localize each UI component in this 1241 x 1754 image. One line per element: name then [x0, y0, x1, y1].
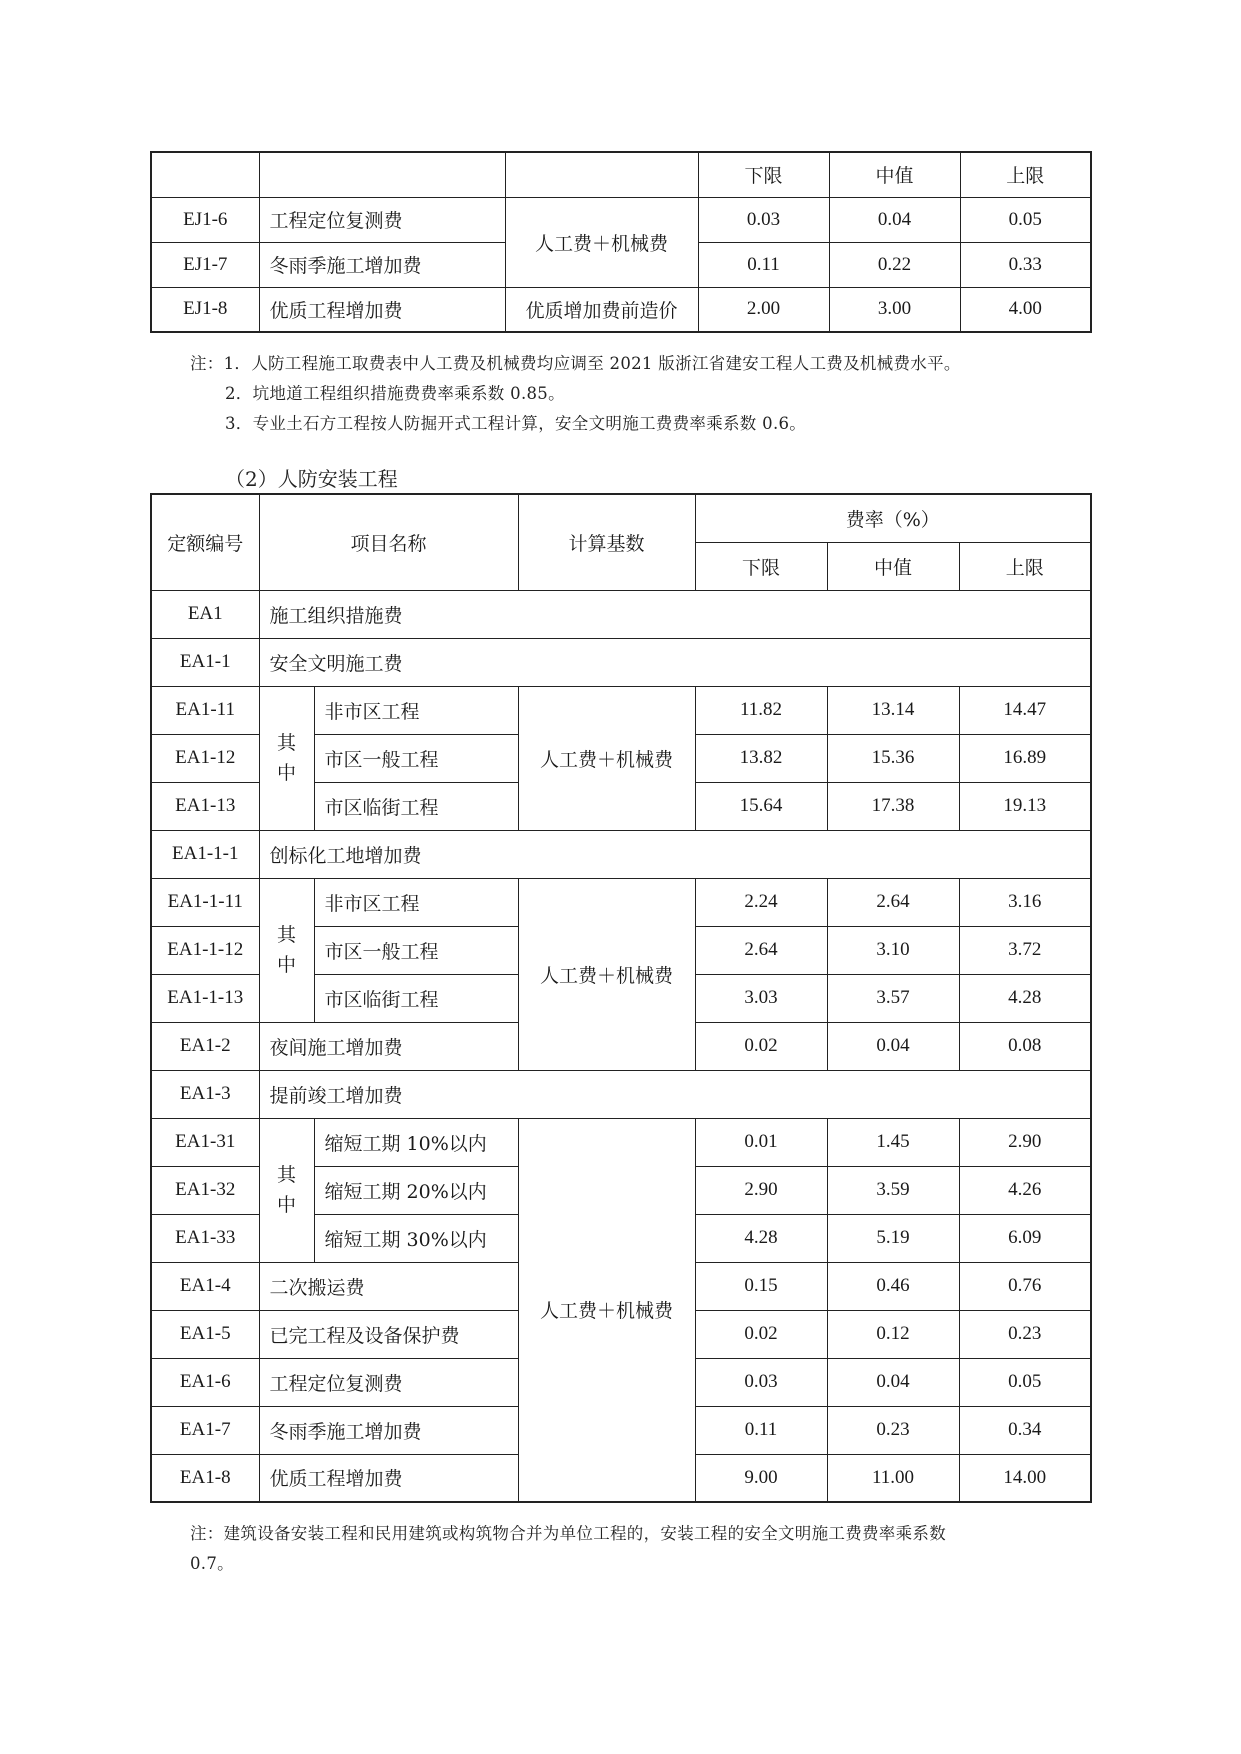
header-mid: 中值: [829, 152, 960, 197]
table-row: [151, 590, 1091, 638]
row-high: 14.00: [959, 1454, 1091, 1502]
row-name: 安全文明施工费: [259, 638, 1091, 686]
row-high: 0.23: [959, 1310, 1091, 1358]
row-name: 优质工程增加费: [259, 1454, 518, 1502]
table-header-row: [151, 494, 1091, 542]
row-name: 市区临街工程: [314, 782, 518, 830]
header-cell: [151, 152, 259, 197]
row-code: EA1: [151, 590, 259, 638]
header-high: 上限: [959, 542, 1091, 590]
header-mid: 中值: [827, 542, 959, 590]
row-low: 2.24: [695, 878, 827, 926]
table-row: [151, 1070, 1091, 1118]
row-mid: 0.22: [829, 242, 960, 287]
row-high: 4.00: [960, 287, 1091, 332]
row-code: EA1-11: [151, 686, 259, 734]
header-low: 下限: [698, 152, 829, 197]
row-name: 二次搬运费: [259, 1262, 518, 1310]
row-name: 已完工程及设备保护费: [259, 1310, 518, 1358]
row-low: 2.64: [695, 926, 827, 974]
row-name: 施工组织措施费: [259, 590, 1091, 638]
header-name: 项目名称: [259, 494, 518, 590]
row-high: 0.05: [959, 1358, 1091, 1406]
row-code: EA1-13: [151, 782, 259, 830]
table-header-row: [151, 152, 1091, 197]
fee-table-continued: [150, 151, 1092, 333]
row-high: 0.08: [959, 1022, 1091, 1070]
row-low: 0.11: [698, 242, 829, 287]
row-high: 2.90: [959, 1118, 1091, 1166]
header-rate: 费率（%）: [695, 494, 1091, 542]
row-low: 2.90: [695, 1166, 827, 1214]
header-base: 计算基数: [518, 494, 695, 590]
row-base: 人工费＋机械费: [518, 1118, 695, 1502]
row-low: 9.00: [695, 1454, 827, 1502]
row-name: 缩短工期 10%以内: [314, 1118, 518, 1166]
note-install-1: 注：建筑设备安装工程和民用建筑或构筑物合并为单位工程的，安装工程的安全文明施工费费率乘系数: [190, 1524, 946, 1543]
row-low: 0.02: [695, 1022, 827, 1070]
row-high: 6.09: [959, 1214, 1091, 1262]
row-low: 4.28: [695, 1214, 827, 1262]
row-high: 19.13: [959, 782, 1091, 830]
row-code: EA1-4: [151, 1262, 259, 1310]
row-code: EA1-33: [151, 1214, 259, 1262]
row-mid: 13.14: [827, 686, 959, 734]
row-mid: 0.23: [827, 1406, 959, 1454]
table-row: [151, 830, 1091, 878]
row-mid: 3.00: [829, 287, 960, 332]
row-name: 夜间施工增加费: [259, 1022, 518, 1070]
header-low: 下限: [695, 542, 827, 590]
fee-table-installation: [150, 493, 1092, 1503]
row-name: 市区临街工程: [314, 974, 518, 1022]
row-base: 优质增加费前造价: [505, 287, 698, 332]
row-high: 0.05: [960, 197, 1091, 242]
header-high: 上限: [960, 152, 1091, 197]
row-code: EA1-5: [151, 1310, 259, 1358]
row-base: 人工费＋机械费: [505, 197, 698, 287]
table-row: [151, 638, 1091, 686]
row-base: 人工费＋机械费: [518, 878, 695, 1070]
table-row: [151, 878, 1091, 926]
row-high: 16.89: [959, 734, 1091, 782]
row-low: 0.02: [695, 1310, 827, 1358]
row-code: EA1-1-13: [151, 974, 259, 1022]
row-mid: 0.12: [827, 1310, 959, 1358]
row-code: EA1-8: [151, 1454, 259, 1502]
row-mid: 0.04: [829, 197, 960, 242]
row-code: EA1-32: [151, 1166, 259, 1214]
row-name: 缩短工期 30%以内: [314, 1214, 518, 1262]
qizhong-text: 其 中: [276, 1164, 296, 1216]
row-low: 15.64: [695, 782, 827, 830]
row-code: EA1-7: [151, 1406, 259, 1454]
row-high: 0.76: [959, 1262, 1091, 1310]
row-code: EJ1-6: [151, 197, 259, 242]
qizhong-text: 其 中: [276, 732, 296, 784]
row-code: EA1-1-11: [151, 878, 259, 926]
row-mid: 1.45: [827, 1118, 959, 1166]
row-high: 14.47: [959, 686, 1091, 734]
row-low: 11.82: [695, 686, 827, 734]
row-code: EA1-1-12: [151, 926, 259, 974]
row-low: 2.00: [698, 287, 829, 332]
row-mid: 3.10: [827, 926, 959, 974]
row-mid: 3.59: [827, 1166, 959, 1214]
row-low: 0.15: [695, 1262, 827, 1310]
header-cell: [259, 152, 505, 197]
table-row: [151, 197, 1091, 242]
row-mid: 11.00: [827, 1454, 959, 1502]
row-mid: 3.57: [827, 974, 959, 1022]
row-name: 冬雨季施工增加费: [259, 1406, 518, 1454]
table-row: [151, 686, 1091, 734]
row-name: 提前竣工增加费: [259, 1070, 1091, 1118]
row-mid: 15.36: [827, 734, 959, 782]
row-name: 市区一般工程: [314, 734, 518, 782]
row-name: 冬雨季施工增加费: [259, 242, 505, 287]
row-high: 4.28: [959, 974, 1091, 1022]
row-low: 13.82: [695, 734, 827, 782]
row-base: 人工费＋机械费: [518, 686, 695, 830]
row-code: EA1-3: [151, 1070, 259, 1118]
row-high: 4.26: [959, 1166, 1091, 1214]
row-mid: 17.38: [827, 782, 959, 830]
row-low: 0.11: [695, 1406, 827, 1454]
row-code: EJ1-7: [151, 242, 259, 287]
header-code: 定额编号: [151, 494, 259, 590]
row-name: 工程定位复测费: [259, 1358, 518, 1406]
header-cell: [505, 152, 698, 197]
row-mid: 5.19: [827, 1214, 959, 1262]
row-name: 缩短工期 20%以内: [314, 1166, 518, 1214]
note-1: 注：1．人防工程施工取费表中人工费及机械费均应调至 2021 版浙江省建安工程人工费及机械费水平。: [190, 354, 961, 373]
qizhong-label: [259, 686, 314, 830]
row-high: 3.16: [959, 878, 1091, 926]
row-low: 3.03: [695, 974, 827, 1022]
row-code: EJ1-8: [151, 287, 259, 332]
row-low: 0.01: [695, 1118, 827, 1166]
qizhong-text: 其 中: [276, 924, 296, 976]
row-mid: 2.64: [827, 878, 959, 926]
row-name: 市区一般工程: [314, 926, 518, 974]
note-install-2: 0.7。: [190, 1554, 234, 1573]
note-2: 2．坑地道工程组织措施费费率乘系数 0.85。: [225, 384, 565, 403]
row-code: EA1-31: [151, 1118, 259, 1166]
qizhong-label: [259, 878, 314, 1022]
row-code: EA1-1-1: [151, 830, 259, 878]
row-high: 3.72: [959, 926, 1091, 974]
note-3: 3．专业土石方工程按人防掘开式工程计算，安全文明施工费费率乘系数 0.6。: [225, 414, 807, 433]
row-mid: 0.04: [827, 1358, 959, 1406]
row-high: 0.33: [960, 242, 1091, 287]
row-mid: 0.04: [827, 1022, 959, 1070]
row-high: 0.34: [959, 1406, 1091, 1454]
table-row: [151, 287, 1091, 332]
row-name: 优质工程增加费: [259, 287, 505, 332]
row-name: 创标化工地增加费: [259, 830, 1091, 878]
row-low: 0.03: [698, 197, 829, 242]
section-subtitle: （2）人防安装工程: [225, 467, 398, 491]
row-code: EA1-12: [151, 734, 259, 782]
row-mid: 0.46: [827, 1262, 959, 1310]
row-code: EA1-2: [151, 1022, 259, 1070]
table-row: [151, 1118, 1091, 1166]
row-name: 非市区工程: [314, 878, 518, 926]
row-low: 0.03: [695, 1358, 827, 1406]
qizhong-label: [259, 1118, 314, 1262]
row-name: 工程定位复测费: [259, 197, 505, 242]
row-name: 非市区工程: [314, 686, 518, 734]
row-code: EA1-1: [151, 638, 259, 686]
row-code: EA1-6: [151, 1358, 259, 1406]
